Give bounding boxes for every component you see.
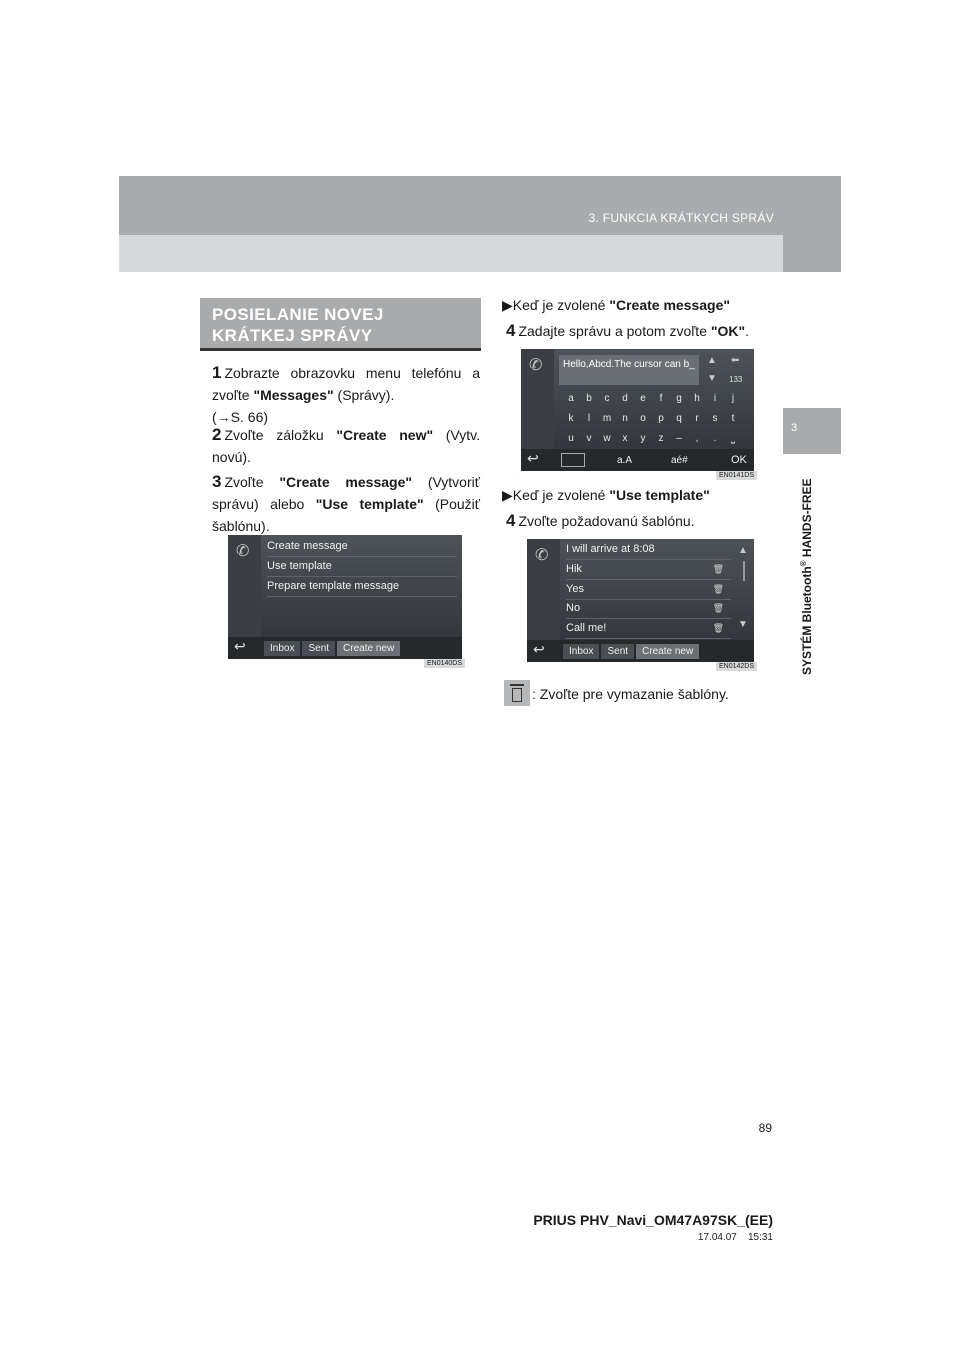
- screen-tab: Inbox: [264, 641, 300, 656]
- keyboard-key: g: [676, 393, 682, 404]
- step-text: (Použiť šablónu).: [212, 496, 481, 534]
- screenshot-messages-menu: [228, 535, 462, 659]
- step-text: .: [745, 323, 750, 339]
- keyboard-key: p: [658, 413, 664, 424]
- screen-row: No: [566, 599, 731, 619]
- keyboard-key: o: [640, 413, 646, 424]
- keyboard-key: a: [568, 393, 574, 404]
- keyboard-key: c: [604, 393, 610, 404]
- step-number: 4: [506, 511, 516, 530]
- backspace-icon: ⬅: [731, 355, 740, 366]
- keyboard-key: q: [676, 413, 682, 424]
- header-band: [119, 176, 841, 235]
- delete-template-icon: [504, 680, 530, 706]
- case-text: Keď je zvolené: [512, 297, 610, 313]
- chapter-number-tab: [783, 408, 841, 454]
- step-text: (Vytv. novú).: [212, 427, 480, 465]
- message-input: Hello,Abcd.The cursor can b_: [559, 355, 699, 385]
- case-bold: "Use template": [609, 487, 710, 503]
- screen-tab: Sent: [302, 641, 335, 656]
- triangle-bullet-icon: ▶: [502, 487, 513, 503]
- trash-icon: 🗑: [712, 603, 724, 613]
- symbols-key: aé#: [671, 455, 688, 466]
- back-icon: ↩: [234, 638, 246, 654]
- step-text: Zobrazte obrazovku menu telefónu a zvoľte: [212, 365, 480, 403]
- step-text: Zvoľte požadovanú šablónu.: [518, 513, 695, 529]
- side-label-tail: HANDS-FREE: [800, 478, 814, 561]
- step-number: 1: [212, 363, 222, 382]
- keyboard-key: –: [676, 433, 682, 444]
- screenshot-templates: [527, 539, 754, 662]
- ok-key: OK: [731, 454, 747, 466]
- page-number: 89: [758, 1121, 772, 1135]
- case-text: Keď je zvolené: [512, 487, 610, 503]
- scroll-up-icon: ▲: [738, 545, 748, 556]
- keyboard-key: h: [694, 393, 700, 404]
- screen-row: Use template: [267, 557, 457, 577]
- screen-tab: Create new: [636, 644, 699, 659]
- keyboard-key: m: [602, 413, 612, 424]
- keyboard-key: d: [622, 393, 628, 404]
- image-code: EN0142DS: [716, 662, 757, 671]
- step-1: [212, 362, 480, 428]
- keyboard-key: u: [568, 433, 574, 444]
- triangle-bullet-icon: ▶: [502, 297, 513, 313]
- screen-tab: Create new: [337, 641, 400, 656]
- step-bold: "OK": [710, 323, 746, 339]
- keyboard-key: .: [713, 433, 717, 444]
- step-bold: "Create message": [279, 474, 412, 490]
- keyboard-key: k: [568, 413, 574, 424]
- section-title-line2: KRÁTKEJ SPRÁVY: [212, 326, 373, 345]
- keyboard-key: r: [695, 413, 699, 424]
- keyboard-key: l: [587, 413, 591, 424]
- case-bold: "Create message": [609, 297, 731, 313]
- keyboard-key: z: [658, 433, 664, 444]
- screen-row: Hik: [566, 560, 731, 580]
- header-subband: [119, 235, 841, 272]
- screen-row: Yes: [566, 580, 731, 600]
- scrollbar: [743, 561, 745, 581]
- screenshot-keyboard: [521, 349, 754, 471]
- image-code: EN0141DS: [716, 471, 757, 480]
- step-text: (Vytvoriť správu) alebo: [212, 474, 480, 512]
- step-bold: "Create new": [336, 427, 434, 443]
- screen-tabs: [264, 641, 400, 656]
- char-counter: 133: [729, 375, 743, 384]
- delete-note: : Zvoľte pre vymazanie šablóny.: [532, 686, 729, 702]
- step-4b: [506, 510, 695, 532]
- scroll-down-icon: ▼: [738, 619, 748, 630]
- step-4a: [506, 320, 749, 342]
- section-title-line1: POSIELANIE NOVEJ: [212, 305, 384, 324]
- phone-icon: ✆: [535, 547, 549, 564]
- screen-bottom-bar: [521, 449, 754, 471]
- step-2: [212, 424, 480, 468]
- document-id: PRIUS PHV_Navi_OM47A97SK_(EE): [533, 1212, 773, 1228]
- scroll-up-icon: ▲: [707, 355, 717, 366]
- keyboard-key: w: [603, 433, 611, 444]
- step-text: Zvoľte: [224, 474, 280, 490]
- keyboard-key: y: [640, 433, 646, 444]
- trash-icon: 🗑: [712, 584, 724, 594]
- side-chapter-label: [799, 478, 814, 675]
- chapter-title: 3. FUNKCIA KRÁTKYCH SPRÁV: [588, 211, 774, 225]
- keyboard-key: n: [622, 413, 628, 424]
- side-label-sup: ®: [799, 560, 808, 567]
- step-number: 2: [212, 425, 222, 444]
- image-code: EN0140DS: [424, 659, 465, 668]
- keyboard-key: x: [622, 433, 628, 444]
- screen-row: Call me!: [566, 619, 731, 639]
- keyboard-key: i: [713, 393, 717, 404]
- screen-row: I will arrive at 8:08: [566, 540, 731, 560]
- step-bold: "Use template": [315, 496, 424, 512]
- trash-icon: 🗑: [712, 623, 724, 633]
- keyboard-key: f: [659, 393, 663, 404]
- step-number: 4: [506, 321, 516, 340]
- document-date: 17.04.07 15:31: [697, 1232, 773, 1243]
- keyboard-key: s: [712, 413, 718, 424]
- back-icon: ↩: [533, 641, 545, 657]
- section-title: [212, 304, 384, 346]
- step-text: (Správy).: [333, 387, 395, 403]
- keyboard-key: j: [731, 393, 735, 404]
- side-label-main: SYSTÉM Bluetooth: [800, 566, 814, 675]
- screen-tabs: [563, 644, 699, 659]
- step-number: 3: [212, 472, 222, 491]
- step-3: [212, 471, 480, 537]
- scroll-down-icon: ▼: [707, 373, 717, 384]
- keyboard-key: e: [640, 393, 646, 404]
- page-reference: (→S. 66): [212, 409, 269, 425]
- screen-row: Create message: [267, 537, 457, 557]
- keyboard-icon: [561, 453, 585, 467]
- trash-icon: 🗑: [712, 564, 724, 574]
- step-bold: "Messages": [253, 387, 334, 403]
- screen-tab: Sent: [601, 644, 634, 659]
- screen-row: Prepare template message: [267, 577, 457, 597]
- keyboard-key: ,: [695, 433, 699, 444]
- case-create-message: [502, 294, 730, 316]
- chapter-number: 3: [791, 422, 798, 434]
- phone-icon: ✆: [529, 357, 543, 374]
- side-tab-top: [783, 176, 841, 272]
- screen-tab: Inbox: [563, 644, 599, 659]
- keyboard-key: ⎵: [731, 433, 735, 444]
- section-underline: [200, 348, 481, 351]
- case-toggle-key: a.A: [617, 455, 633, 466]
- step-text: Zadajte správu a potom zvoľte: [518, 323, 711, 339]
- keyboard-key: t: [731, 413, 735, 424]
- back-icon: ↩: [527, 450, 539, 466]
- phone-icon: ✆: [236, 543, 250, 560]
- keyboard-key: v: [586, 433, 592, 444]
- case-use-template: [502, 484, 710, 506]
- step-text: Zvoľte záložku: [224, 427, 337, 443]
- keyboard-key: b: [586, 393, 592, 404]
